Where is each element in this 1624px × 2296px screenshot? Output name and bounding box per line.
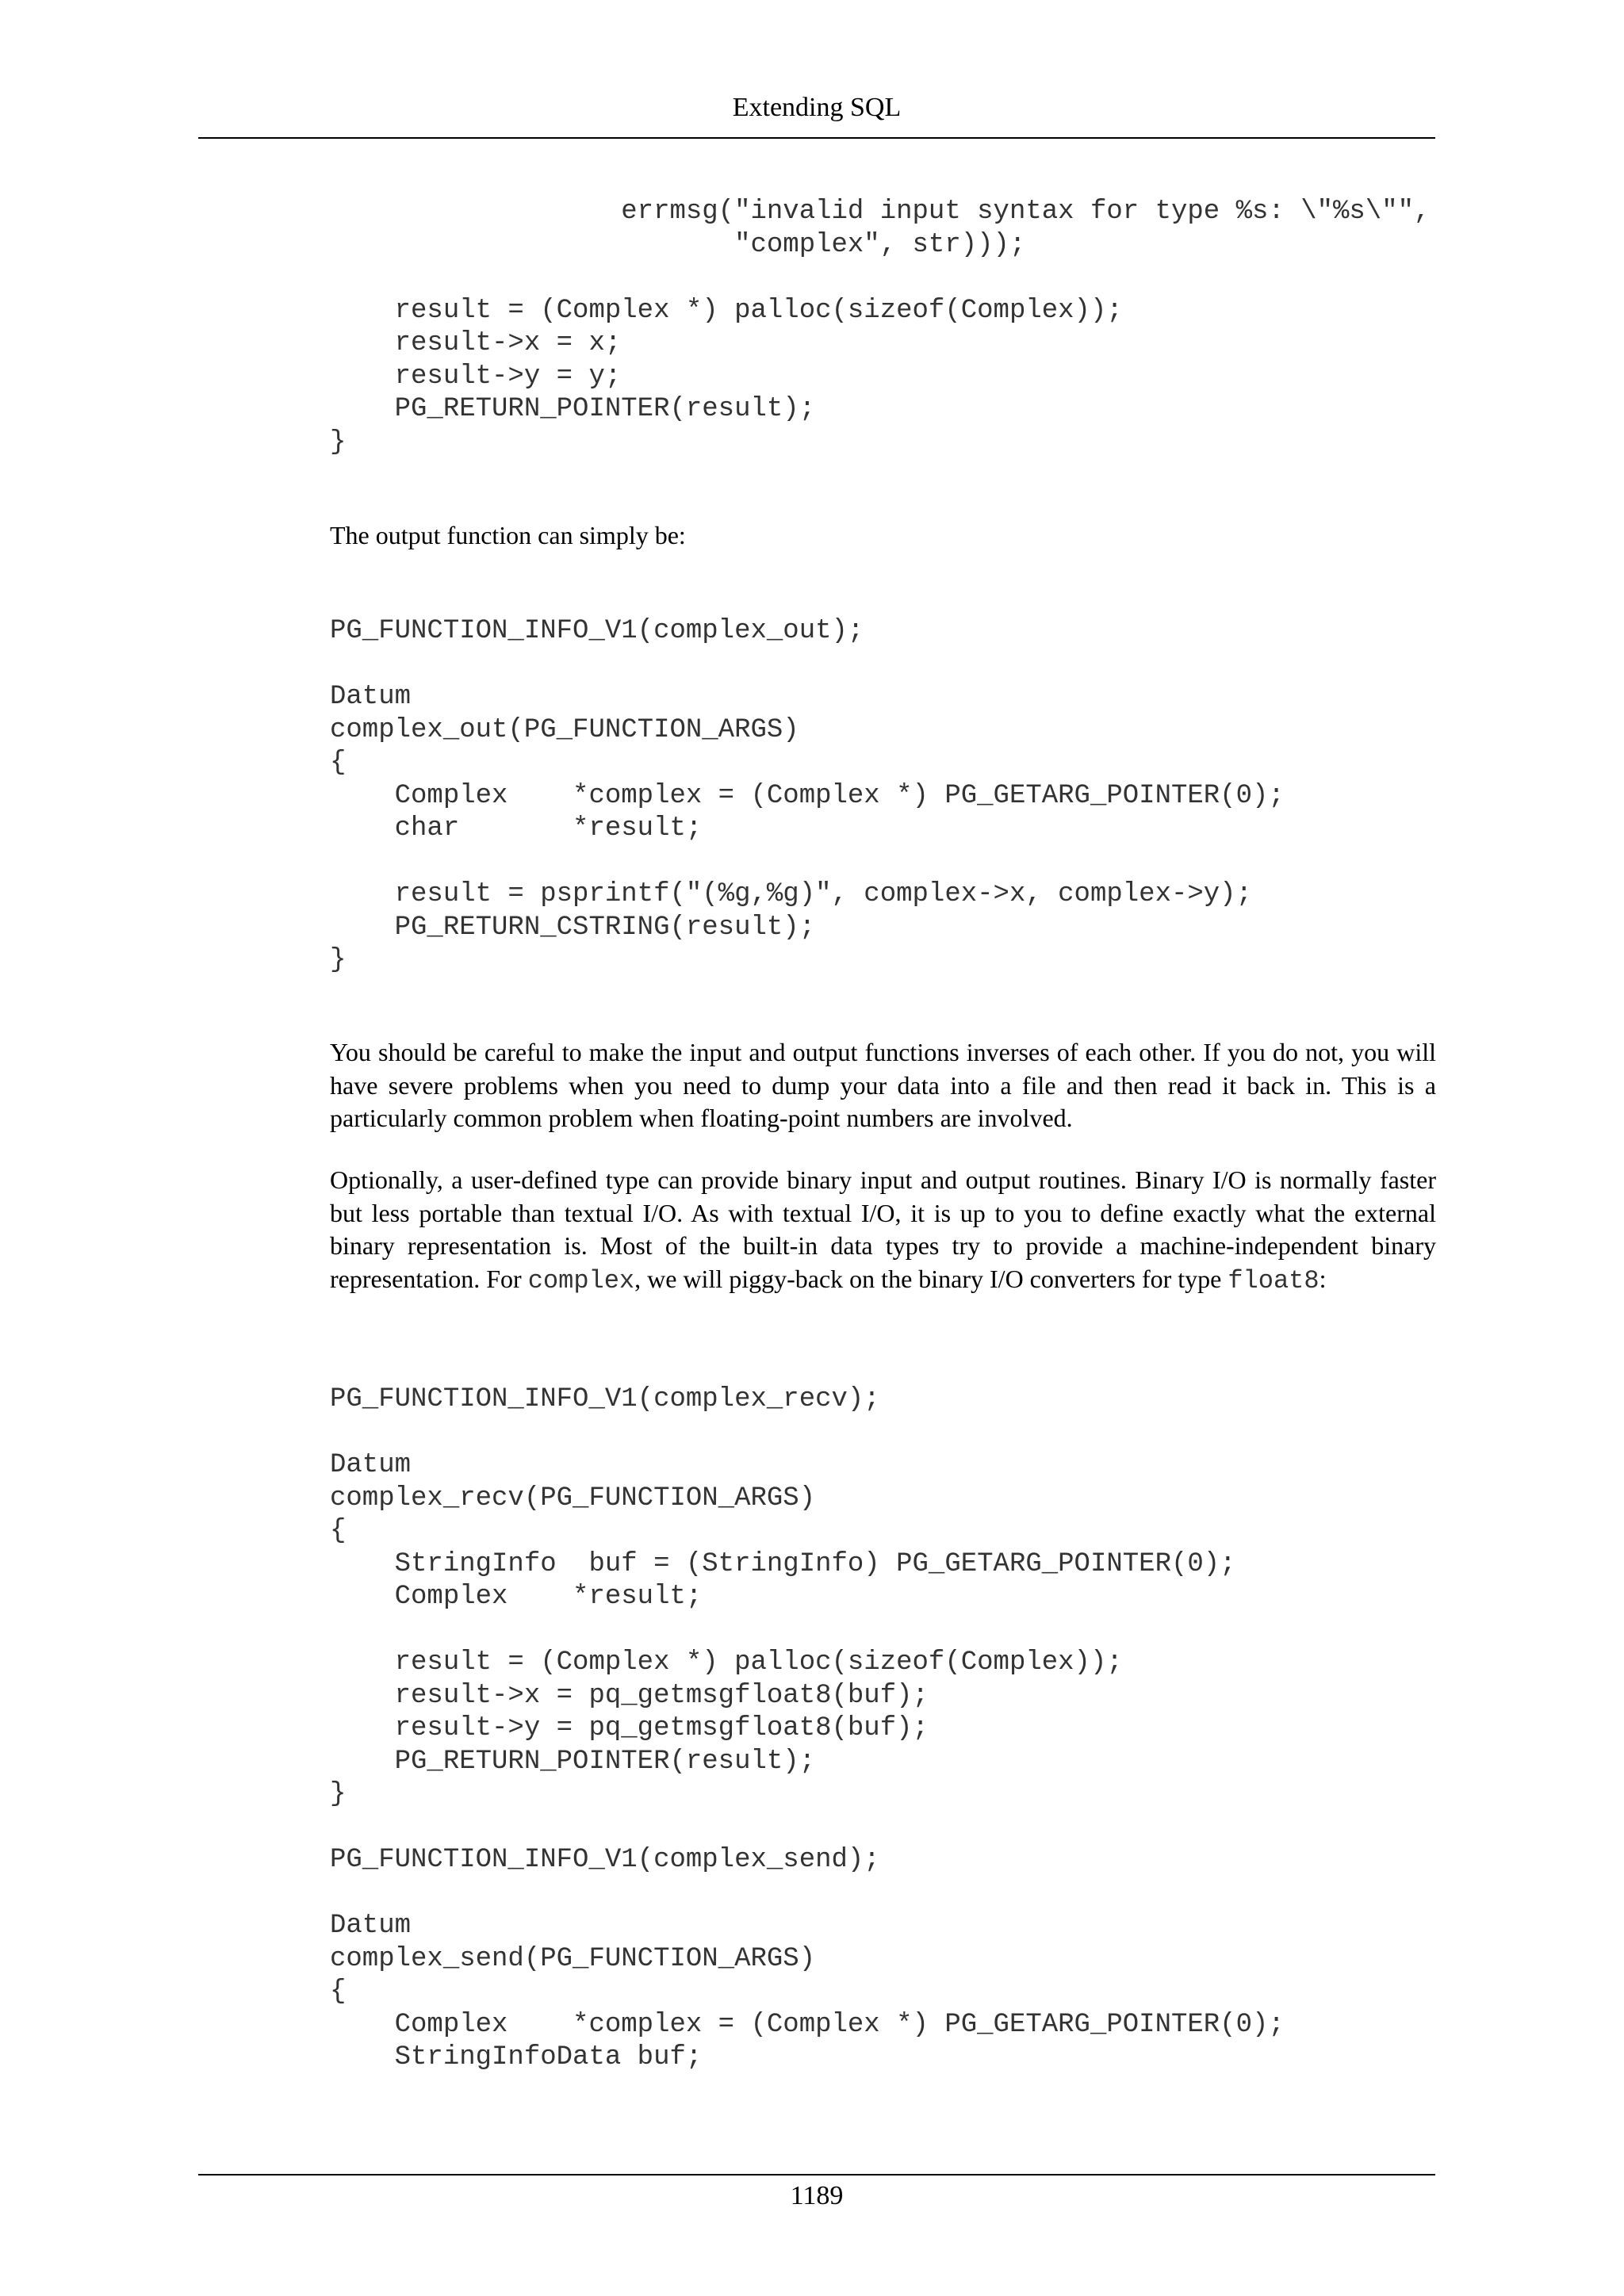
code-block-input-tail: errmsg("invalid input syntax for type %s: \"%s\"", "complex", str))); result = (Complex *) palloc(sizeof(Complex)); result->x = x; result->y = y; PG_RETURN_POINTER(result); } xyxy=(330,197,1431,457)
code-block-complex-out: PG_FUNCTION_INFO_V1(complex_out); Datum complex_out(PG_FUNCTION_ARGS) { Complex *complex = (Complex *) PG_GETARG_POINTER(0); char *result; result = psprintf("(%g,%g)", complex->x, complex->y); PG_RETURN_CSTRING(result); } xyxy=(330,616,1285,975)
paragraph-binary-io xyxy=(330,1164,1436,1297)
page-header: Extending SQL xyxy=(732,93,902,122)
paragraph-binary-io-text-a: Optionally, a user-defined type can provide binary input and output routines. Binary I/O is normally faster but less portable than textual I/O. As with textual I/O, it is up to you to define exactly what the external binary representation is. Most of the built-in data types try to provide a machine-independent binary representation. For xyxy=(330,1165,1436,1293)
footer-rule xyxy=(198,2174,1435,2175)
paragraph-output-intro: The output function can simply be: xyxy=(330,521,686,549)
page-number: 1189 xyxy=(790,2181,844,2210)
paragraph-binary-io-text-c: : xyxy=(1319,1264,1327,1293)
header-rule xyxy=(198,137,1435,139)
inline-code-float8: float8 xyxy=(1228,1265,1320,1295)
paragraph-inverse-warning: You should be careful to make the input and output functions inverses of each other. If you do not, you will have severe problems when you need to dump your data into a file and then read it back in. This is a particularly common problem when floating-point numbers are involved. xyxy=(330,1038,1436,1132)
code-block-recv-send: PG_FUNCTION_INFO_V1(complex_recv); Datum complex_recv(PG_FUNCTION_ARGS) { StringInfo buf = (StringInfo) PG_GETARG_POINTER(0); Complex *result; result = (Complex *) palloc(sizeof(Complex)); result->x = pq_getmsgfloat8(buf); result->y = pq_getmsgfloat8(buf); PG_RETURN_POINTER(result); } PG_FUNCTION_INFO_V1(complex_send); Datum complex_send(PG_FUNCTION_ARGS) { Complex *complex = (Complex *) PG_GETARG_POINTER(0); StringInfoData buf; xyxy=(330,1384,1285,2072)
inline-code-complex: complex xyxy=(527,1265,635,1295)
paragraph-binary-io-text-b: , we will piggy-back on the binary I/O converters for type xyxy=(634,1264,1228,1293)
